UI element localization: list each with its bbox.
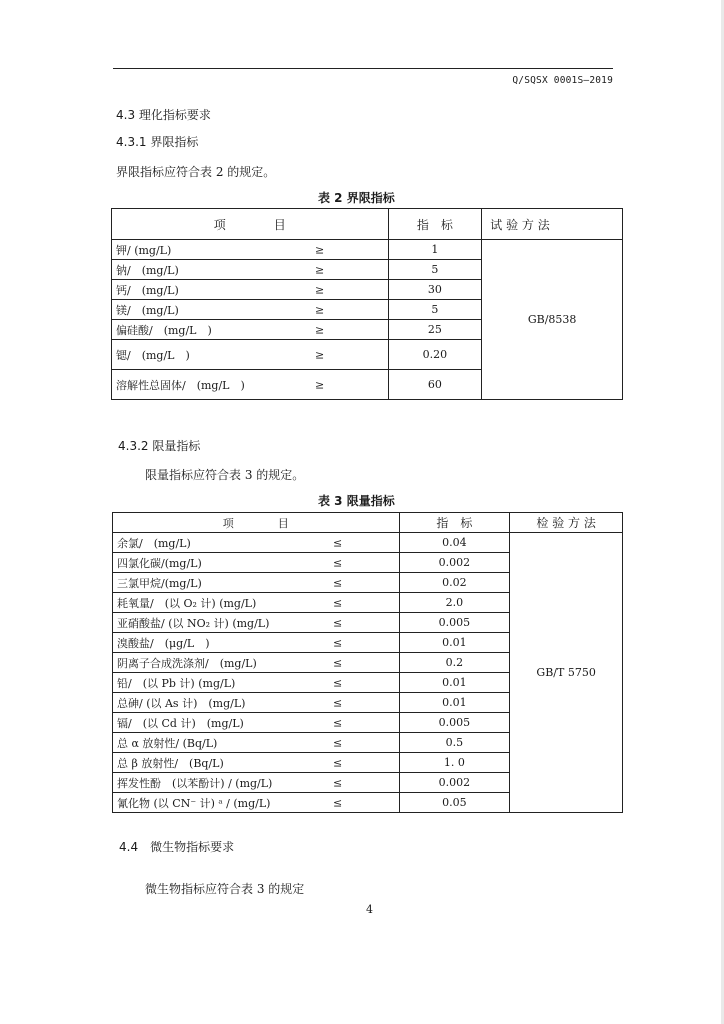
row-item-cell <box>112 320 389 340</box>
row-item-label: 亚硝酸盐/ (以 NO₂ 计) (mg/L) <box>117 616 270 630</box>
row-item-cell <box>113 553 400 573</box>
row-value: 0.01 <box>399 673 510 693</box>
row-item-cell <box>112 340 389 370</box>
row-value: 0.01 <box>399 693 510 713</box>
section-4-4-heading: 4.4 微生物指标要求 <box>119 840 235 854</box>
table3-header-index: 指 标 <box>399 513 510 533</box>
doc-number: Q/SQSX 0001S—2019 <box>512 75 613 86</box>
row-value: 0.01 <box>399 633 510 653</box>
row-value: 5 <box>388 260 482 280</box>
row-item-cell <box>113 673 400 693</box>
row-value: 1. 0 <box>399 753 510 773</box>
row-value: 0.02 <box>399 573 510 593</box>
row-item-label: 偏硅酸/ (mg/L ) <box>116 323 212 337</box>
row-item-label: 镉/ (以 Cd 计) (mg/L) <box>117 716 244 730</box>
row-value: 5 <box>388 300 482 320</box>
table2-header-item: 项 目 <box>112 209 389 240</box>
row-operator: ≥ <box>315 378 325 391</box>
table3-header-method: 检 验 方 法 <box>510 513 623 533</box>
row-item-cell <box>113 733 400 753</box>
row-operator: ≤ <box>333 556 343 569</box>
row-operator: ≤ <box>333 536 343 549</box>
row-item-label: 镁/ (mg/L) <box>116 303 179 317</box>
row-operator: ≤ <box>333 696 343 709</box>
row-item-label: 溶解性总固体/ (mg/L ) <box>116 378 245 392</box>
row-item-label: 钾/ (mg/L) <box>116 243 172 257</box>
row-item-cell <box>113 593 400 613</box>
page-number: 4 <box>366 903 373 916</box>
row-item-label: 总 β 放射性/ (Bq/L) <box>117 756 224 770</box>
row-operator: ≤ <box>333 656 343 669</box>
row-operator: ≤ <box>333 616 343 629</box>
row-value: 0.005 <box>399 613 510 633</box>
row-item-label: 氰化物 (以 CN⁻ 计) ᵃ / (mg/L) <box>117 796 271 810</box>
row-item-cell <box>113 613 400 633</box>
row-item-label: 溴酸盐/ (μg/L ) <box>117 636 210 650</box>
row-item-cell <box>113 713 400 733</box>
row-value: 0.002 <box>399 553 510 573</box>
row-item-label: 挥发性酚 (以苯酚计) / (mg/L) <box>117 776 273 790</box>
table3-header-item: 项 目 <box>113 513 400 533</box>
row-value: 1 <box>388 240 482 260</box>
row-value: 0.2 <box>399 653 510 673</box>
table2-header-method: 试 验 方 法 <box>482 209 623 240</box>
row-item-cell <box>113 773 400 793</box>
row-item-label: 耗氧量/ (以 O₂ 计) (mg/L) <box>117 596 257 610</box>
table2-header-index: 指 标 <box>388 209 482 240</box>
row-value: 30 <box>388 280 482 300</box>
table3-caption: 表 3 限量指标 <box>318 494 395 508</box>
row-item-cell <box>112 300 389 320</box>
row-item-label: 钙/ (mg/L) <box>116 283 179 297</box>
row-item-cell <box>113 753 400 773</box>
row-item-label: 阴离子合成洗涤剂/ (mg/L) <box>117 656 257 670</box>
row-operator: ≥ <box>315 348 325 361</box>
row-operator: ≥ <box>315 283 325 296</box>
row-operator: ≥ <box>315 303 325 316</box>
row-value: 0.04 <box>399 533 510 553</box>
row-item-cell <box>112 240 389 260</box>
row-value: 60 <box>388 370 482 400</box>
row-item-cell <box>113 533 400 553</box>
row-operator: ≤ <box>333 596 343 609</box>
row-item-label: 总 α 放射性/ (Bq/L) <box>117 736 218 750</box>
table2-caption: 表 2 界限指标 <box>318 191 395 205</box>
row-operator: ≤ <box>333 756 343 769</box>
row-operator: ≥ <box>315 263 325 276</box>
section-4-3-1-heading: 4.3.1 界限指标 <box>116 135 199 149</box>
row-operator: ≤ <box>333 716 343 729</box>
section-4-3-2-heading: 4.3.2 限量指标 <box>118 439 201 453</box>
row-item-label: 余氯/ (mg/L) <box>117 536 191 550</box>
row-item-label: 总砷/ (以 As 计) (mg/L) <box>117 696 246 710</box>
row-operator: ≤ <box>333 736 343 749</box>
row-operator: ≤ <box>333 676 343 689</box>
row-item-label: 四氯化碳/(mg/L) <box>117 556 202 570</box>
row-item-label: 三氯甲烷/(mg/L) <box>117 576 202 590</box>
section-4-3-1-text: 界限指标应符合表 2 的规定。 <box>116 165 276 179</box>
table3 <box>112 512 623 813</box>
row-item-cell <box>113 793 400 813</box>
table3-method: GB/T 5750 <box>510 533 623 813</box>
section-4-3-2-text: 限量指标应符合表 3 的规定。 <box>145 468 305 482</box>
row-item-label: 铅/ (以 Pb 计) (mg/L) <box>117 676 236 690</box>
row-value: 0.20 <box>388 340 482 370</box>
table2-row <box>112 240 623 260</box>
row-item-cell <box>112 370 389 400</box>
row-item-label: 锶/ (mg/L ) <box>116 348 190 362</box>
row-item-cell <box>113 633 400 653</box>
header-rule <box>113 68 613 69</box>
row-value: 2.0 <box>399 593 510 613</box>
row-item-cell <box>112 280 389 300</box>
section-4-3-heading: 4.3 理化指标要求 <box>116 108 211 122</box>
table2 <box>111 208 623 400</box>
section-4-4-text: 微生物指标应符合表 3 的规定 <box>145 882 305 896</box>
row-operator: ≤ <box>333 796 343 809</box>
row-operator: ≤ <box>333 636 343 649</box>
row-item-cell <box>113 573 400 593</box>
row-item-label: 钠/ (mg/L) <box>116 263 179 277</box>
row-value: 0.002 <box>399 773 510 793</box>
row-value: 0.005 <box>399 713 510 733</box>
row-operator: ≤ <box>333 576 343 589</box>
row-item-cell <box>112 260 389 280</box>
row-operator: ≤ <box>333 776 343 789</box>
table2-method: GB/8538 <box>482 240 623 400</box>
row-item-cell <box>113 653 400 673</box>
row-operator: ≥ <box>315 243 325 256</box>
row-value: 0.5 <box>399 733 510 753</box>
row-item-cell <box>113 693 400 713</box>
row-operator: ≥ <box>315 323 325 336</box>
row-value: 25 <box>388 320 482 340</box>
row-value: 0.05 <box>399 793 510 813</box>
table3-row <box>113 533 623 553</box>
